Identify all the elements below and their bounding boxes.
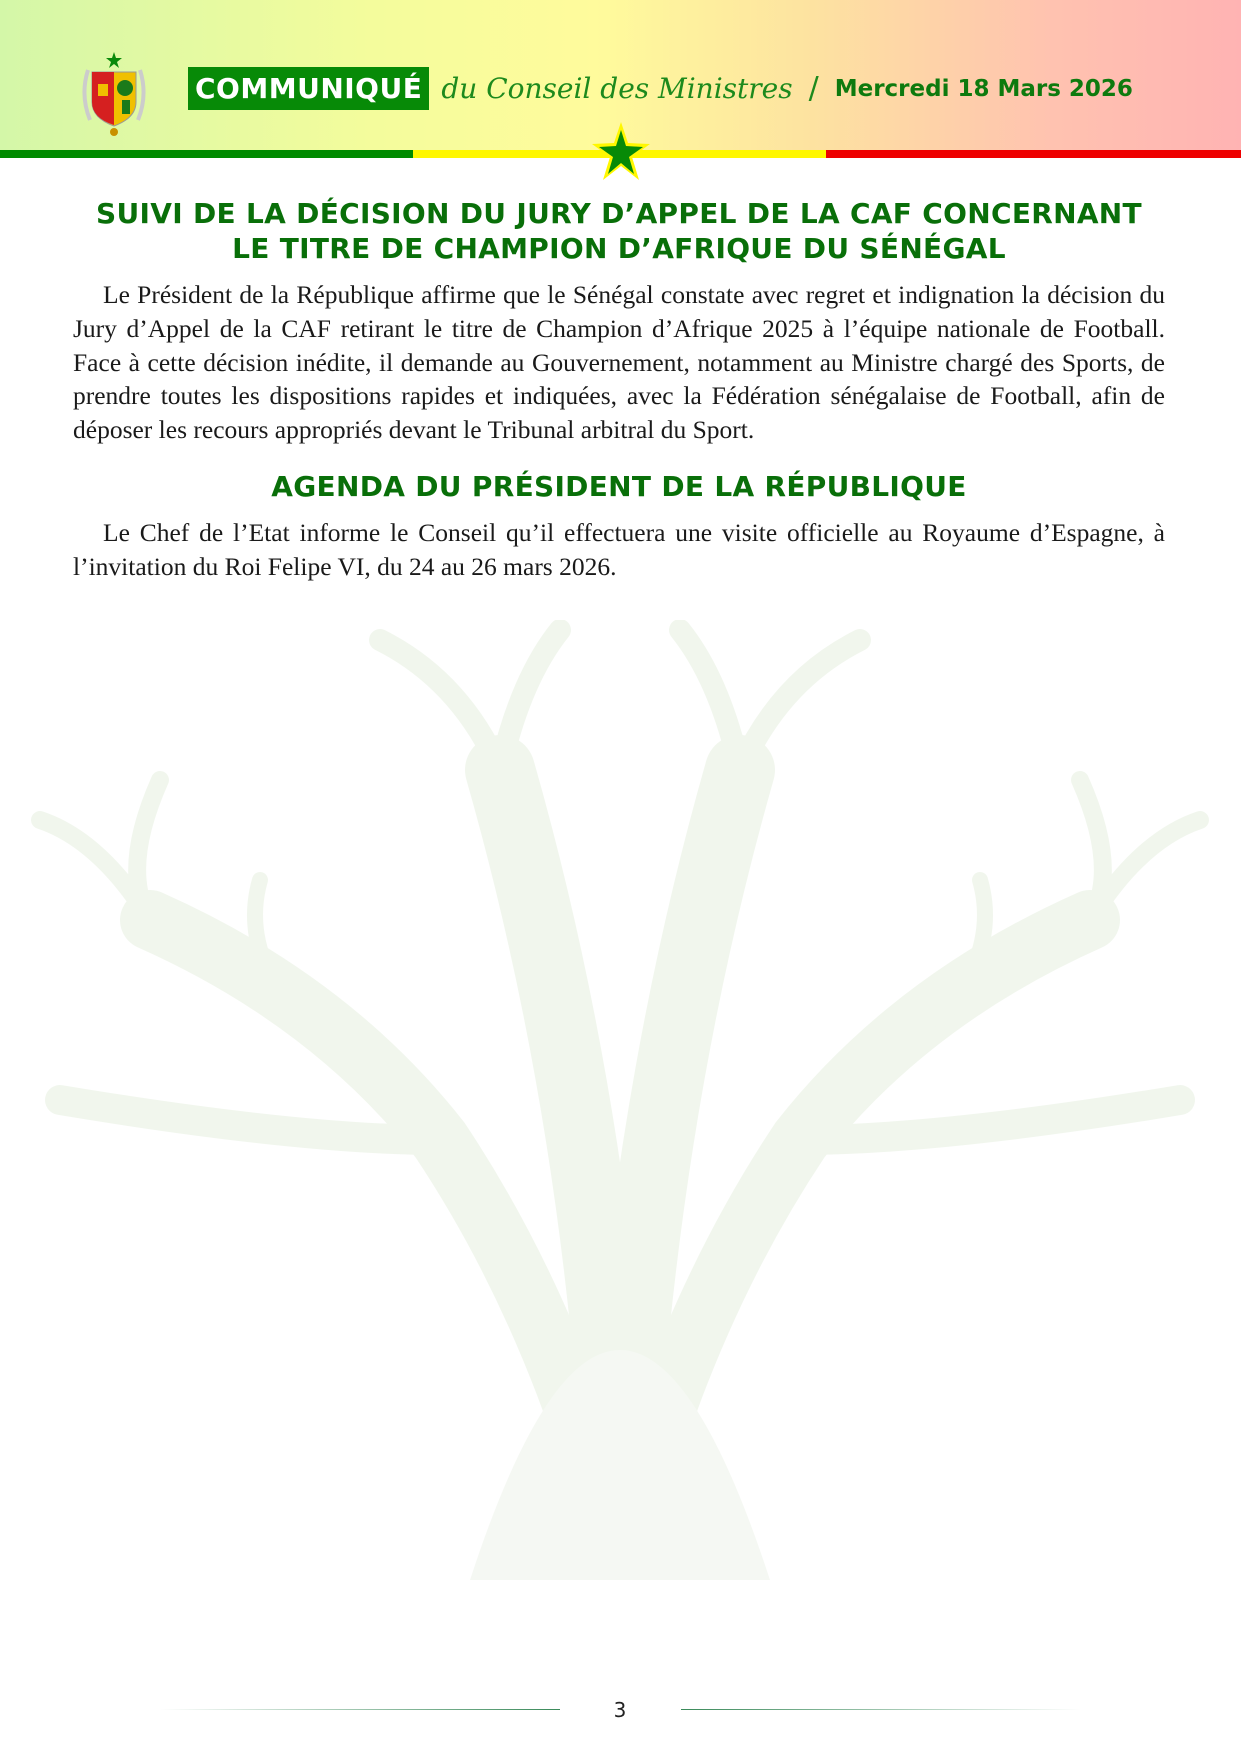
flag-stripe-red	[826, 150, 1241, 158]
section-title-line-2: LE TITRE DE CHAMPION D’AFRIQUE DU SÉNÉGAL	[232, 232, 1006, 265]
communique-badge: COMMUNIQUÉ	[188, 67, 429, 110]
coat-of-arms-icon	[78, 50, 150, 136]
footer-divider-right	[681, 1709, 1081, 1710]
section-title-agenda: AGENDA DU PRÉSIDENT DE LA RÉPUBLIQUE	[271, 469, 967, 503]
document-content	[73, 196, 1165, 584]
section-title-line-1: SUIVI DE LA DÉCISION DU JURY D’APPEL DE LA CAF CONCERNANT	[96, 197, 1142, 230]
section-body-agenda: Le Chef de l’Etat informe le Conseil qu’il effectuera une visite officielle au Royaume d’Espagne, à l’invitation du Roi Felipe VI, du 24 au 26 mars 2026.	[73, 517, 1165, 581]
header-subtitle: du Conseil des Ministres	[441, 72, 793, 105]
footer-divider-left	[160, 1709, 560, 1710]
section-body-caf: Le Président de la République affirme que le Sénégal constate avec regret et indignation la décision du Jury d’Appel de la CAF retirant le titre de Champion d’Afrique 2025 à l’équipe nationale de Football. Face à cette décision inédite, il demande au Gouvernement, notamment au Ministre chargé des Sports, de prendre toutes les dispositions rapides et indiquées, avec la Fédération sénégalaise de Football, afin de déposer les recours appropriés devant le Tribunal arbitral du Sport.	[73, 280, 1165, 445]
page-number: 3	[613, 1698, 627, 1722]
header-date: Mercredi 18 Mars 2026	[834, 75, 1133, 102]
section-title-caf	[73, 196, 1165, 266]
baobab-watermark-icon	[0, 620, 1241, 1580]
header-separator: /	[808, 71, 819, 106]
header-title-row	[188, 67, 1133, 110]
flag-stripe-green	[0, 150, 413, 158]
star-icon	[592, 122, 650, 182]
